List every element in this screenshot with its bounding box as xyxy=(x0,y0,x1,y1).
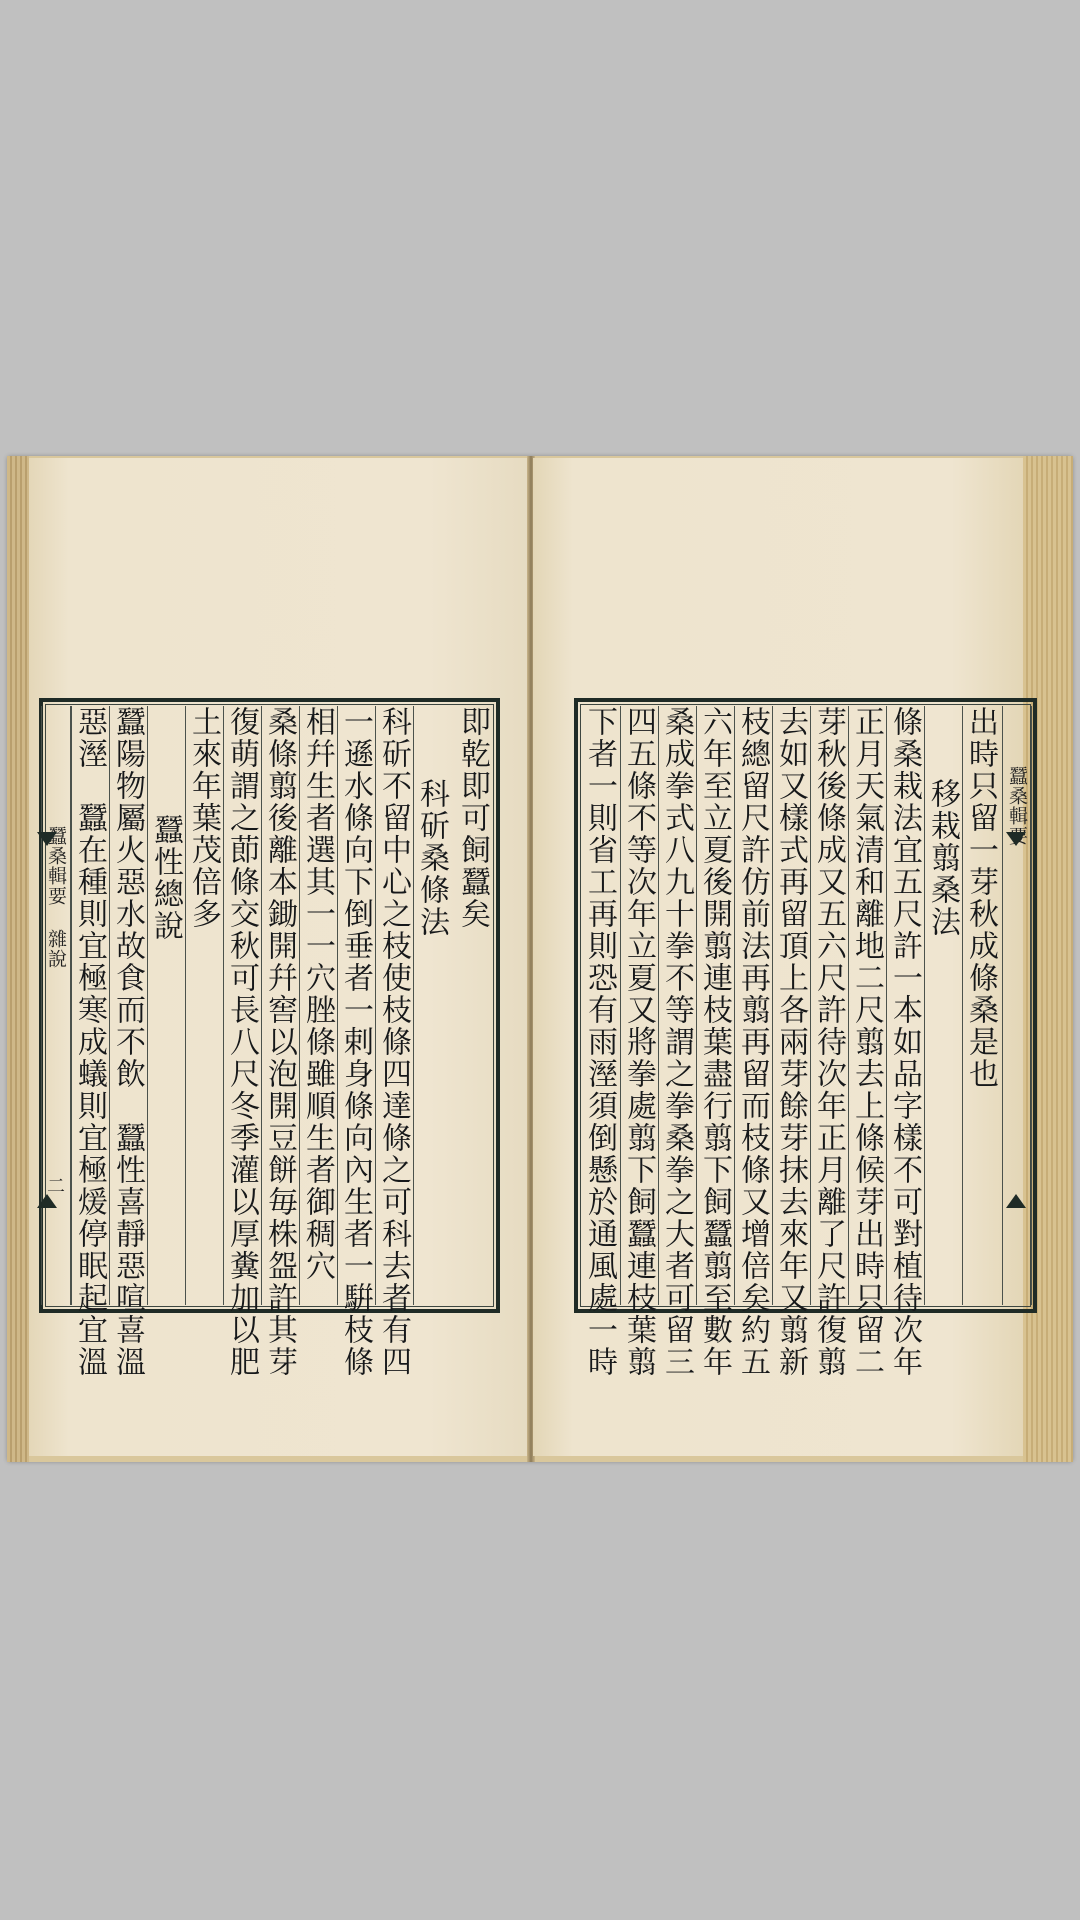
text-column: 正月天氣清和離地二尺翦去上條候芽出時只留二 xyxy=(849,706,884,1378)
section-heading-text: 移栽翦桑法 xyxy=(925,778,960,938)
fish-tail-top-left xyxy=(37,832,57,846)
text-column: 下者一則省工再則恐有雨溼須倒懸於通風處一時 xyxy=(582,706,617,1378)
left-banxin xyxy=(41,706,71,1305)
text-column: 即乾即可飼蠶矣 xyxy=(455,706,490,930)
book-edge-left xyxy=(7,456,29,1462)
left-folio-number: 二 xyxy=(47,1176,65,1197)
text-column: 惡溼 蠶在種則宜極寒成蟻則宜極煖停眠起宜溫 xyxy=(72,706,107,1378)
left-banxin-title: 蠶桑輯要 雜說 xyxy=(45,826,67,969)
text-column: 蠶陽物屬火惡水故食而不飲 蠶性喜靜惡喧喜溫 xyxy=(110,706,145,1378)
text-column: 相幷生者選其一一穴脞條雖順生者御稠穴 xyxy=(299,706,336,1305)
fish-tail-top-right xyxy=(1006,832,1026,846)
text-column: 芽秋後條成又五六尺許待次年正月離了尺許復翦 xyxy=(811,706,846,1378)
text-column: 科斫不留中心之枝使枝條四達條之可科去者有四 xyxy=(376,706,411,1378)
section-heading xyxy=(924,706,961,1305)
section-heading xyxy=(413,706,450,1305)
text-column: 枝總留尺許仿前法再翦再留而枝條又增倍矣約五 xyxy=(735,706,770,1378)
text-column: 條桑栽法宜五尺許一本如品字樣不可對植待次年 xyxy=(887,706,922,1378)
text-column: 去如又樣式再留頂上各兩芽餘芽抹去來年又翦新 xyxy=(773,706,808,1378)
section-heading-text: 蠶性總說 xyxy=(148,814,183,942)
open-book xyxy=(7,456,1073,1462)
text-column: 四五條不等次年立夏又將拳處翦下飼蠶連枝葉翦 xyxy=(621,706,656,1378)
right-banxin xyxy=(1002,706,1032,1305)
right-text-frame xyxy=(574,698,1037,1378)
text-column: 六年至立夏後開翦連枝葉盡行翦下飼蠶翦至數年 xyxy=(697,706,732,1378)
section-heading xyxy=(147,706,184,1305)
text-column: 一遜水條向下倒垂者一剌身條向內生者一騈枝條 xyxy=(338,706,373,1378)
left-text-frame xyxy=(39,698,500,1378)
text-column: 復萌謂之莭條交秋可長八尺冬季灌以厚糞加以肥 xyxy=(224,706,259,1378)
text-column: 土來年葉茂倍多 xyxy=(185,706,222,1305)
section-heading-text: 科斫桑條法 xyxy=(414,778,449,938)
right-banxin-title: 蠶桑輯要 xyxy=(1006,766,1028,846)
text-column: 桑條翦後離本鋤開幷窖以泡開豆餅毎株盌許其芽 xyxy=(262,706,297,1378)
text-column: 出時只留一芽秋成條桑是也 xyxy=(962,706,999,1305)
text-column: 桑成拳式八九十拳不等謂之拳桑拳之大者可留三 xyxy=(659,706,694,1378)
fish-tail-bottom-right xyxy=(1006,1194,1026,1208)
